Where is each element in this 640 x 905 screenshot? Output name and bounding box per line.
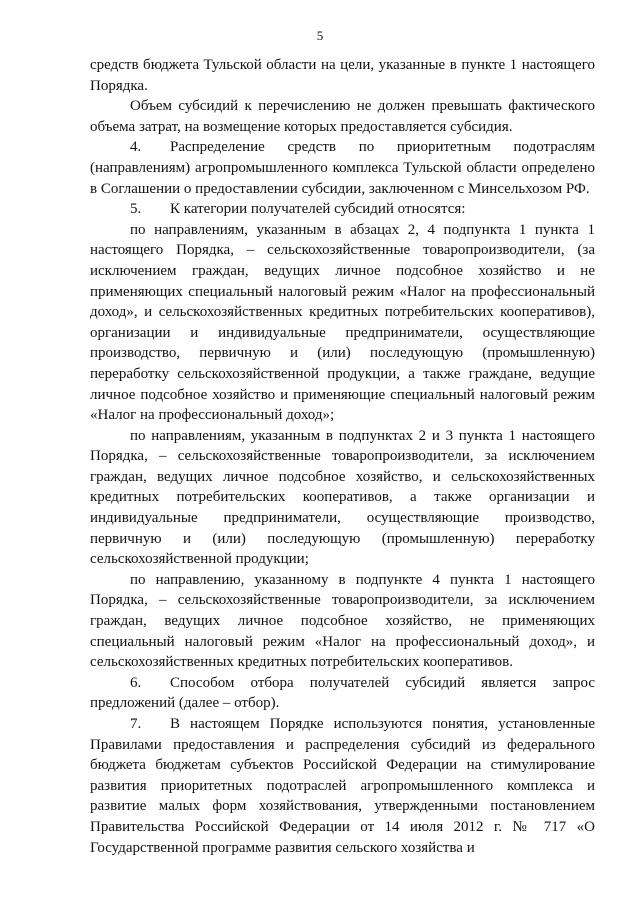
item-text: Распределение средств по приоритетным подотраслям (направлениям) агропромышленного комплекса Тульской области определено в Соглашении о предоставлении субсидии, заключенном с Минсельхозом РФ. [90,139,595,197]
paragraph-recipients-directions-2-3: по направлениям, указанным в подпунктах 2 и 3 пункта 1 настоящего Порядка, – сельскохозяйственные товаропроизводители, за исключением граждан, ведущих личное подсобное хозяйство, и сельскохозяйственных кредитных потребительских кооперативов, а также организации и индивидуальные предприниматели, осуществляющие производство, первичную и (или) последующую (промышленную) переработку сельскохозяйственной продукции; [90,427,595,568]
paragraph-recipients-directions-2-4: по направлениям, указанным в абзацах 2, 4 подпункта 1 пункта 1 настоящего Порядка, – сельскохозяйственные товаропроизводители, (за исключением граждан, ведущих личное подсобное хозяйство и не применяющих специальный налоговый режим «Налог на профессиональный доход», и сельскохозяйственных кредитных потребительских кооперативов), организации и индивидуальные предприниматели, осуществляющие производство, первичную и (или) последующую (промышленную) переработку сельскохозяйственной продукции, а также граждане, ведущие личное подсобное хозяйство и применяющие специальный налоговый режим «Налог на профессиональный доход»; [90,221,595,424]
item-number: 7. [130,716,142,732]
paragraph-recipients-direction-4: по направлению, указанному в подпункте 4 пункта 1 настоящего Порядка, – сельскохозяйственные товаропроизводители, за исключением граждан, ведущих личное подсобное хозяйство, не применяющих специальный налоговый режим «Налог на профессиональный доход», и сельскохозяйственных кредитных потребительских кооперативов. [90,571,595,671]
paragraph-item-4 [90,137,595,199]
item-text: В настоящем Порядке используются понятия, установленные Правилами предоставления и распределения субсидий из федерального бюджета бюджетам субъектов Российской Федерации на стимулирование развития приоритетных подотраслей агропромышленного комплекса и развитие малых форм хозяйствования, утвержденными постановлением Правительства Российской Федерации от 14 июля 2012 г. № 717 «О Государственной программе развития сельского хозяйства и [90,716,595,856]
item-text: К категории получателей субсидий относятся: [170,201,466,218]
page-number: 5 [316,28,324,43]
paragraph-item-6 [90,673,595,714]
item-number: 6. [130,674,142,691]
paragraph-subsidy-volume: Объем субсидий к перечислению не должен превышать фактического объема затрат, на возмещение которых предоставляется субсидия. [90,98,595,135]
document-body [90,55,595,858]
paragraph-item-5 [90,199,595,220]
item-number: 5. [130,201,142,218]
paragraph-continuation: средств бюджета Тульской области на цели, указанные в пункте 1 настоящего Порядка. [90,57,595,94]
paragraph-item-7 [90,714,595,858]
item-text: Способом отбора получателей субсидий является запрос предложений (далее – отбор). [90,674,595,712]
item-number: 4. [130,139,142,156]
